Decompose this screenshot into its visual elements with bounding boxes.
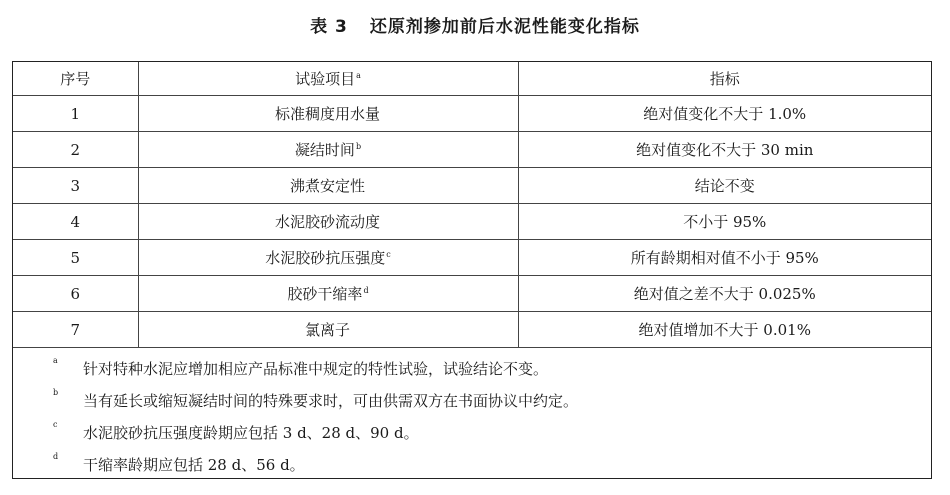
table-header-row	[13, 62, 931, 96]
cell-index: 绝对值变化不大于 1.0%	[518, 96, 931, 132]
cell-index: 结论不变	[518, 168, 931, 204]
table-row	[13, 276, 931, 312]
header-index: 指标	[518, 62, 931, 96]
footnote-text: 水泥胶砂抗压强度龄期应包括 3 d、28 d、90 d。	[83, 424, 419, 442]
footnote-mark: a	[53, 356, 58, 365]
cell-seq: 7	[13, 312, 138, 348]
cell-seq: 2	[13, 132, 138, 168]
cell-test-item: 凝结时间$^b$	[138, 132, 518, 168]
footnote-text: 当有延长或缩短凝结时间的特殊要求时，可由供需双方在书面协议中约定。	[83, 392, 579, 410]
table-footnotes	[13, 348, 931, 484]
footnote-mark: a	[356, 71, 361, 80]
cell-index: 绝对值变化不大于 30 min	[518, 132, 931, 168]
cell-test-item: 水泥胶砂抗压强度$^c$	[138, 240, 518, 276]
cell-index: 所有龄期相对值不小于 95%	[518, 240, 931, 276]
table-row	[13, 312, 931, 348]
footnote	[53, 356, 931, 388]
table-title: 还原剂掺加前后水泥性能变化指标	[369, 17, 640, 37]
cell-test-item: 氯离子	[138, 312, 518, 348]
footnote	[53, 452, 931, 484]
cell-index: 不小于 95%	[518, 204, 931, 240]
table-row	[13, 132, 931, 168]
footnote	[53, 388, 931, 420]
footnote	[53, 420, 931, 452]
cell-index: 绝对值之差不大于 0.025%	[518, 276, 931, 312]
cell-test-item: 标准稠度用水量	[138, 96, 518, 132]
table-number: 表 3	[310, 17, 348, 37]
table-row	[13, 240, 931, 276]
table-row	[13, 168, 931, 204]
cell-index: 绝对值增加不大于 0.01%	[518, 312, 931, 348]
performance-table	[12, 61, 932, 479]
table-caption	[0, 12, 950, 37]
footnote-mark: b	[53, 388, 59, 397]
cell-seq: 6	[13, 276, 138, 312]
table-row	[13, 204, 931, 240]
cell-test-item: 胶砂干缩率$^d$	[138, 276, 518, 312]
cell-seq: 3	[13, 168, 138, 204]
header-test-item: 试验项目$^a$	[138, 62, 518, 96]
cell-test-item: 水泥胶砂流动度	[138, 204, 518, 240]
cell-seq: 4	[13, 204, 138, 240]
table-row	[13, 96, 931, 132]
footnote-mark: c	[53, 420, 58, 429]
header-seq: 序号	[13, 62, 138, 96]
footnote-text: 针对特种水泥应增加相应产品标准中规定的特性试验，试验结论不变。	[83, 360, 549, 378]
cell-test-item: 沸煮安定性	[138, 168, 518, 204]
footnote-text: 干缩率龄期应包括 28 d、56 d。	[83, 456, 305, 474]
cell-seq: 5	[13, 240, 138, 276]
cell-seq: 1	[13, 96, 138, 132]
footnote-mark: d	[53, 452, 59, 461]
